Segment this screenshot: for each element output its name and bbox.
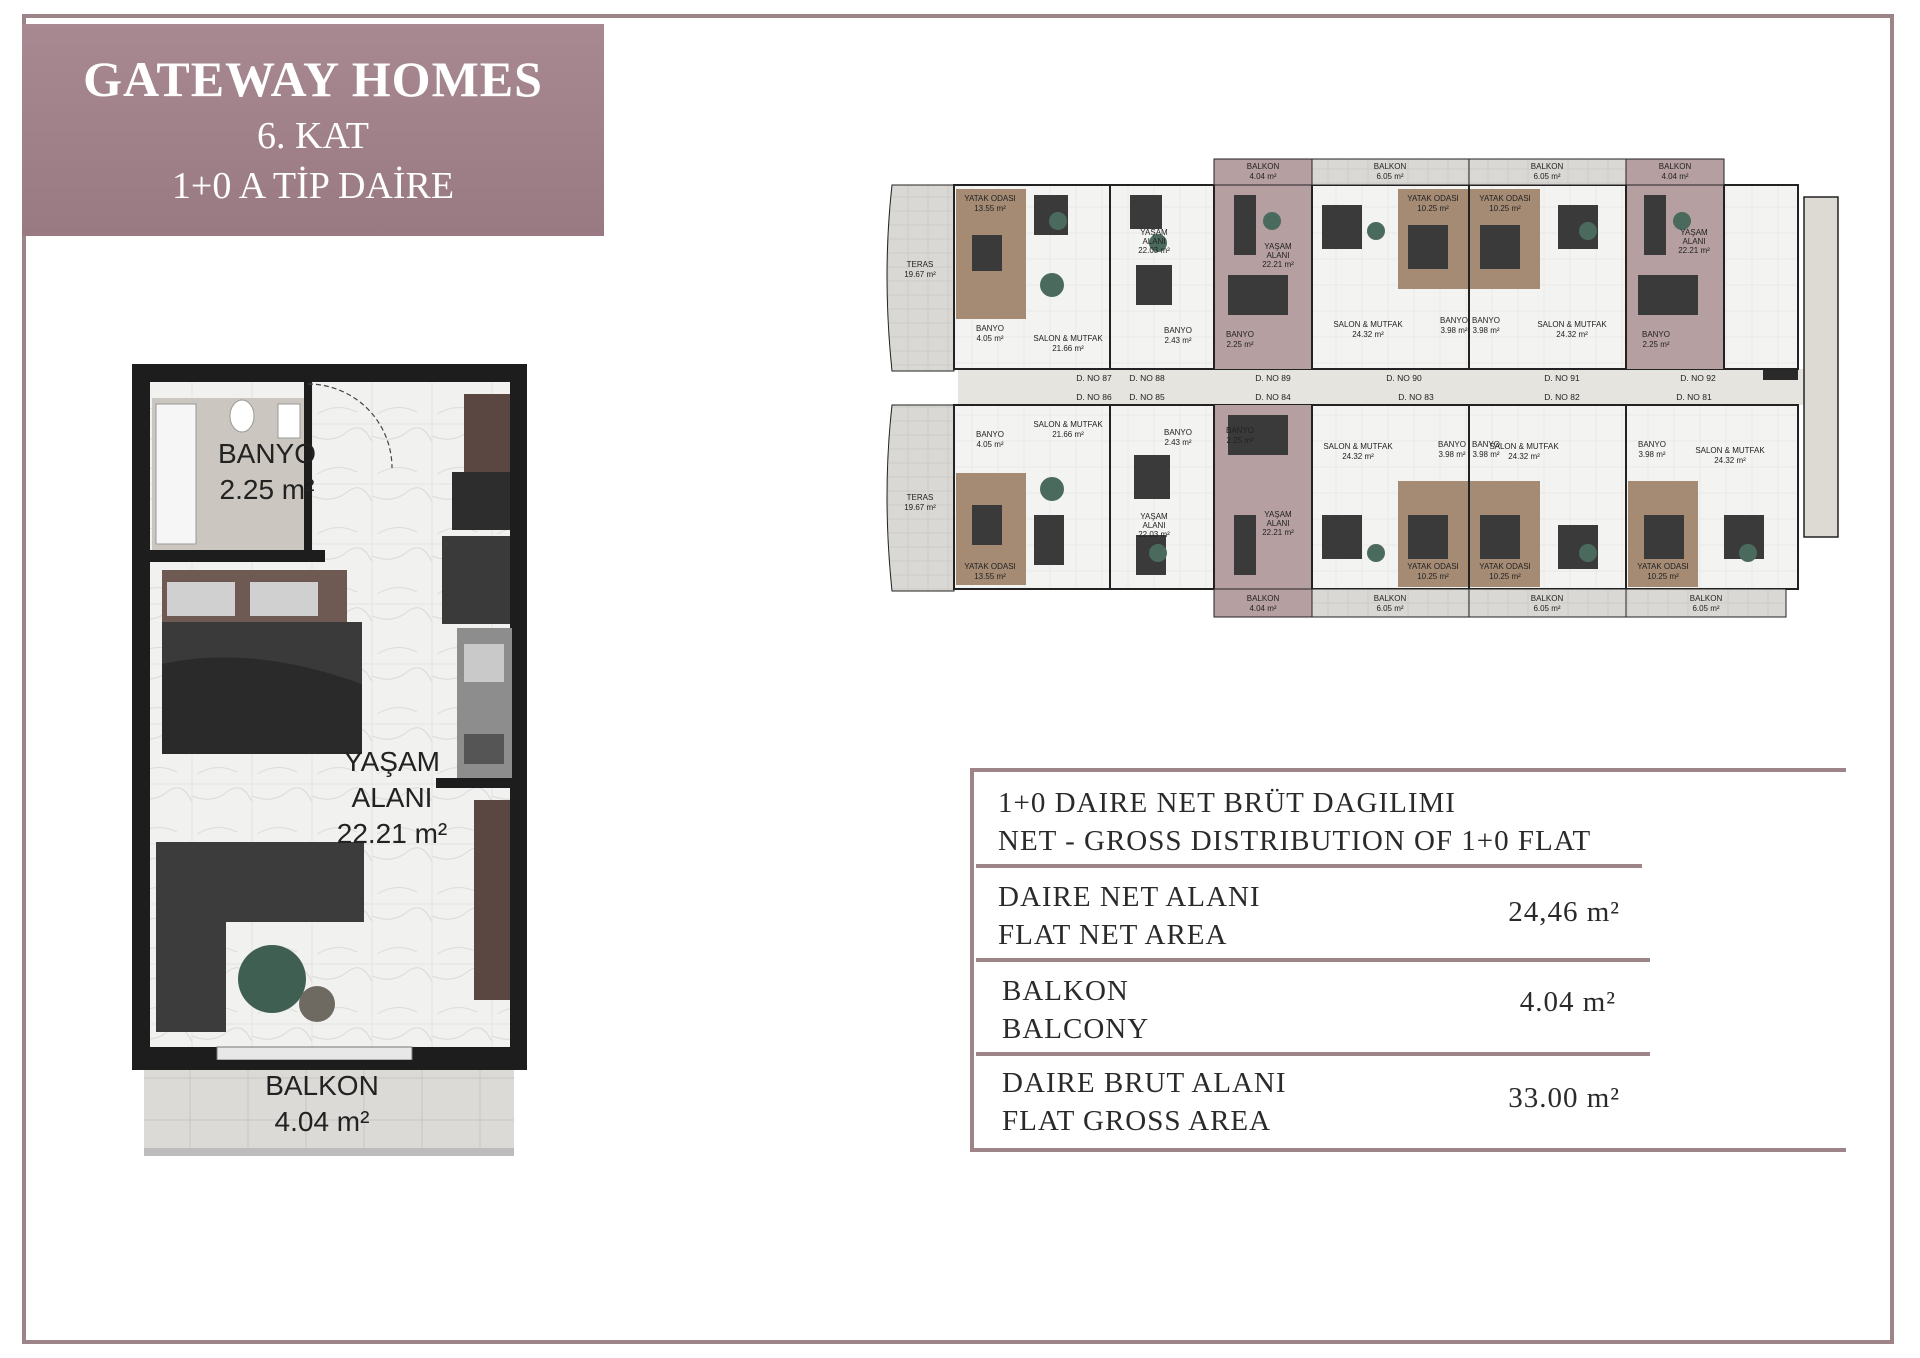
living-area: 22.21 m² — [1262, 528, 1294, 537]
site-plan-drawing — [868, 155, 1840, 620]
door-number-bottom: D. NO 85 — [1129, 392, 1165, 402]
salon-area: 21.66 m² — [1052, 344, 1084, 353]
door-number-top: D. NO 89 — [1255, 373, 1291, 383]
bedroom-area: 13.55 m² — [974, 204, 1006, 213]
bathroom-label: BANYO — [975, 324, 1005, 333]
living-label: ALANI — [1266, 251, 1290, 260]
salon-area: 24.32 m² — [1508, 452, 1540, 461]
salon-label: SALON & MUTFAK — [1537, 320, 1607, 329]
door-number-top: D. NO 87 — [1076, 373, 1112, 383]
door-number-bottom: D. NO 86 — [1076, 392, 1112, 402]
row-gross-label-en: FLAT GROSS AREA — [1002, 1105, 1272, 1137]
table-rule-2 — [976, 958, 1650, 962]
door-number-top: D. NO 90 — [1386, 373, 1422, 383]
balcony-area: 4.04 m² — [1661, 172, 1689, 181]
floor-site-plan — [868, 155, 1840, 620]
door-number-top: D. NO 91 — [1544, 373, 1580, 383]
bathroom-label: BANYO — [1163, 326, 1193, 335]
bathroom-label: BANYO — [1637, 440, 1667, 449]
door-number-bottom: D. NO 84 — [1255, 392, 1291, 402]
door-number-top: D. NO 88 — [1129, 373, 1165, 383]
door-number-bottom: D. NO 83 — [1398, 392, 1434, 402]
door-number-top: D. NO 92 — [1680, 373, 1716, 383]
living-area: 22.21 m² — [1262, 260, 1294, 269]
door-number-bottom: D. NO 82 — [1544, 392, 1580, 402]
living-name-2: ALANI — [351, 782, 433, 813]
bathroom-label: BANYO — [975, 430, 1005, 439]
terrace-area: 19.67 m² — [904, 503, 936, 512]
salon-label: SALON & MUTFAK — [1333, 320, 1403, 329]
terrace-area: 19.67 m² — [904, 270, 936, 279]
balcony-area: 6.05 m² — [1376, 604, 1404, 613]
balcony-area: 6.05 m² — [1692, 604, 1720, 613]
bedroom-area: 10.25 m² — [1417, 572, 1449, 581]
living-name-1: YAŞAM — [344, 746, 440, 777]
bedroom-area: 13.55 m² — [974, 572, 1006, 581]
salon-area: 21.66 m² — [1052, 430, 1084, 439]
row-net-label-en: FLAT NET AREA — [998, 919, 1228, 951]
table-left-rule — [970, 768, 974, 1152]
living-area: 22.21 m² — [1678, 246, 1710, 255]
bedroom-label: YATAK ODASI — [964, 194, 1016, 203]
row-net-label-tr: DAIRE NET ALANI — [998, 881, 1261, 913]
living-label: YAŞAM — [1140, 512, 1168, 521]
salon-label: SALON & MUTFAK — [1033, 334, 1103, 343]
bedroom-label: YATAK ODASI — [1479, 194, 1531, 203]
balcony-label: BALKON — [1373, 162, 1407, 171]
door-number-bottom: D. NO 81 — [1676, 392, 1712, 402]
table-bottom-rule — [970, 1148, 1846, 1152]
balcony-label: BALKON — [1246, 594, 1280, 603]
table-heading-en: NET - GROSS DISTRIBUTION OF 1+0 FLAT — [998, 825, 1592, 857]
salon-label: SALON & MUTFAK — [1323, 442, 1393, 451]
bedroom-label: YATAK ODASI — [1407, 562, 1459, 571]
balcony-area: 6.05 m² — [1533, 604, 1561, 613]
balcony-area: 4.04 m² — [1249, 604, 1277, 613]
living-label: ALANI — [1682, 237, 1706, 246]
table-rule-3 — [976, 1052, 1650, 1056]
balcony-label: BALKON — [1658, 162, 1692, 171]
bathroom-area: 4.05 m² — [976, 440, 1004, 449]
bedroom-label: YATAK ODASI — [1479, 562, 1531, 571]
floor-label: 6. KAT — [257, 115, 369, 157]
living-area: 22.21 m² — [336, 818, 448, 849]
bathroom-area: 2.25 m² — [1226, 436, 1254, 445]
bathroom-area: 2.43 m² — [1164, 438, 1192, 447]
salon-area: 24.32 m² — [1714, 456, 1746, 465]
area-distribution-table — [970, 768, 1846, 1152]
row-balcony-label-tr: BALKON — [1002, 975, 1129, 1007]
bedroom-area: 10.25 m² — [1489, 572, 1521, 581]
terrace-label: TERAS — [906, 493, 934, 502]
bathroom-label: BANYO — [1471, 316, 1501, 325]
living-label: YAŞAM — [1140, 228, 1168, 237]
balcony-label — [232, 1068, 412, 1140]
salon-area: 24.32 m² — [1556, 330, 1588, 339]
balcony-area: 6.05 m² — [1533, 172, 1561, 181]
balcony-area: 6.05 m² — [1376, 172, 1404, 181]
bathroom-area: 2.25 m² — [1226, 340, 1254, 349]
bedroom-label: YATAK ODASI — [964, 562, 1016, 571]
bedroom-label: YATAK ODASI — [1407, 194, 1459, 203]
bathroom-area: 3.98 m² — [1472, 450, 1500, 459]
bathroom-area: 3.98 m² — [1638, 450, 1666, 459]
living-area: 22.03 m² — [1138, 530, 1170, 539]
balcony-label: BALKON — [1530, 594, 1564, 603]
bathroom-area: 3.98 m² — [1438, 450, 1466, 459]
bathroom-area: 3.98 m² — [1440, 326, 1468, 335]
table-top-rule — [970, 768, 1846, 772]
balcony-label: BALKON — [1246, 162, 1280, 171]
bathroom-label — [182, 436, 352, 508]
salon-label: SALON & MUTFAK — [1489, 442, 1559, 451]
table-rule-1 — [976, 864, 1642, 868]
title-box — [22, 24, 604, 236]
row-net-value: 24,46 m² — [1508, 896, 1620, 928]
balcony-area: 4.04 m² — [1249, 172, 1277, 181]
salon-area: 24.32 m² — [1352, 330, 1384, 339]
bathroom-name: BANYO — [217, 438, 317, 469]
bathroom-label: BANYO — [1225, 426, 1255, 435]
balcony-label: BALKON — [1689, 594, 1723, 603]
living-label: YAŞAM — [1264, 242, 1292, 251]
bathroom-area: 3.98 m² — [1472, 326, 1500, 335]
bathroom-area: 2.25 m² — [219, 474, 315, 505]
balcony-area: 4.04 m² — [274, 1106, 370, 1137]
bedroom-area: 10.25 m² — [1417, 204, 1449, 213]
living-area: 22.03 m² — [1138, 246, 1170, 255]
bathroom-area: 2.25 m² — [1642, 340, 1670, 349]
terrace-label: TERAS — [906, 260, 934, 269]
living-label: ALANI — [1266, 519, 1290, 528]
bathroom-area: 4.05 m² — [976, 334, 1004, 343]
unit-floor-plan — [132, 364, 527, 1157]
balcony-name: BALKON — [265, 1070, 379, 1101]
bedroom-area: 10.25 m² — [1489, 204, 1521, 213]
table-heading-tr: 1+0 DAIRE NET BRÜT DAGILIMI — [998, 787, 1456, 819]
row-gross-label-tr: DAIRE BRUT ALANI — [1002, 1067, 1287, 1099]
bathroom-label: BANYO — [1437, 440, 1467, 449]
living-label: YAŞAM — [1264, 510, 1292, 519]
balcony-label: BALKON — [1530, 162, 1564, 171]
salon-label: SALON & MUTFAK — [1695, 446, 1765, 455]
salon-label: SALON & MUTFAK — [1033, 420, 1103, 429]
bathroom-area: 2.43 m² — [1164, 336, 1192, 345]
bathroom-label: BANYO — [1163, 428, 1193, 437]
salon-area: 24.32 m² — [1342, 452, 1374, 461]
row-balcony-label-en: BALCONY — [1002, 1013, 1150, 1045]
bathroom-label: BANYO — [1471, 440, 1501, 449]
bathroom-label: BANYO — [1641, 330, 1671, 339]
bathroom-label: BANYO — [1225, 330, 1255, 339]
bedroom-area: 10.25 m² — [1647, 572, 1679, 581]
balcony-label: BALKON — [1373, 594, 1407, 603]
living-label — [302, 744, 482, 852]
living-label: ALANI — [1142, 237, 1166, 246]
project-title: GATEWAY HOMES — [83, 51, 543, 107]
row-gross-value: 33.00 m² — [1508, 1082, 1620, 1114]
living-label: YAŞAM — [1680, 228, 1708, 237]
bathroom-label: BANYO — [1439, 316, 1469, 325]
unit-type-label: 1+0 A TİP DAİRE — [171, 165, 455, 207]
living-label: ALANI — [1142, 521, 1166, 530]
bedroom-label: YATAK ODASI — [1637, 562, 1689, 571]
row-balcony-value: 4.04 m² — [1519, 986, 1616, 1018]
